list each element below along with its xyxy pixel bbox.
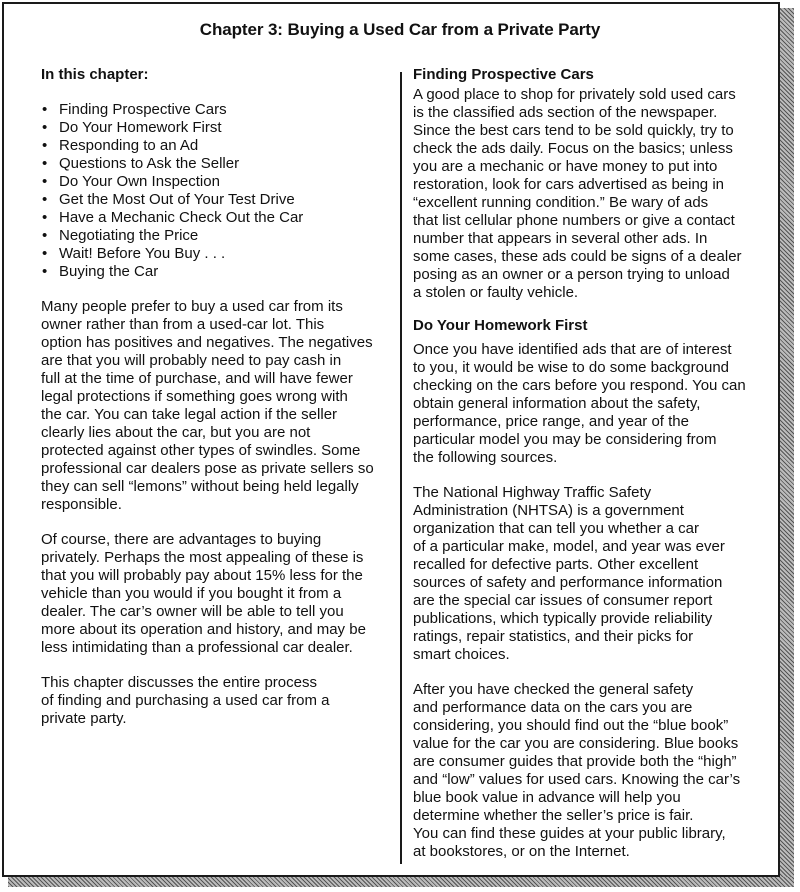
text-line: of a particular make, model, and year was ever [413,538,725,555]
toc-item-label: Do Your Homework First [59,119,222,136]
text-line: considering, you should find out the “blue book” [413,717,729,734]
text-line: sources of safety and performance information [413,574,723,591]
text-line: to you, it would be wise to do some background [413,359,730,376]
toc-item [41,137,391,155]
text-line: recalled for defective parts. Other excellent [413,556,699,573]
bullet-icon: • [42,245,48,262]
text-line: ratings, repair statistics, and their picks for [413,628,694,645]
text-line: private party. [41,710,127,727]
text-line: full at the time of purchase, and will have fewer [41,370,353,387]
right-column [413,66,765,861]
toc-item-label: Have a Mechanic Check Out the Car [59,209,304,226]
text-line: publications, which typically provide reliability [413,610,713,627]
text-line: the following sources. [413,449,558,466]
text-line: legal protections if something goes wrong with [41,388,348,405]
text-line: privately. Perhaps the most appealing of these is [41,549,364,566]
text-line: less intimidating than a professional car dealer. [41,639,353,656]
homework-paragraph-2 [413,484,765,664]
chapter-title: Chapter 3: Buying a Used Car from a Private Party [199,20,601,39]
toc-heading: In this chapter: [41,66,149,83]
toc-item [41,173,391,191]
homework-paragraph-1 [413,341,765,467]
toc-item [41,245,391,263]
toc-item-label: Negotiating the Price [59,227,199,244]
text-line: posing as an owner or a person trying to unload [413,266,730,283]
toc-item-label: Questions to Ask the Seller [59,155,240,172]
text-line: After you have checked the general safety [413,681,694,698]
text-line: owner rather than from a used-car lot. This [41,316,325,333]
text-line: dealer. The car’s owner will be able to tell you [41,603,344,620]
text-line: more about its operation and history, and may be [41,621,366,638]
column-divider [400,72,402,864]
text-line: responsible. [41,496,122,513]
text-line: performance, price range, and year of the [413,413,689,430]
bullet-icon: • [42,227,48,244]
bullet-icon: • [42,173,48,190]
page-shadow-right [780,8,794,883]
chapter-contents-list [41,101,391,281]
text-line: some cases, these ads could be signs of a dealer [413,248,742,265]
bullet-icon: • [42,119,48,136]
text-line: vehicle than you would if you bought it from a [41,585,342,602]
text-line: This chapter discusses the entire process [41,674,317,691]
text-line: obtain general information about the safety, [413,395,701,412]
text-line: Many people prefer to buy a used car from its [41,298,343,315]
page-shadow-bottom [8,877,794,887]
text-line: Of course, there are advantages to buying [41,531,322,548]
finding-cars-paragraph [413,86,765,302]
text-line: The National Highway Traffic Safety [413,484,652,501]
intro-paragraph-1 [41,298,391,514]
toc-item [41,263,391,281]
text-line: “excellent running condition.” Be wary of ads [413,194,709,211]
text-line: check the ads daily. Focus on the basics; unless [413,140,733,157]
text-line: protected against other types of swindles. Some [41,442,361,459]
text-line: checking on the cars before you respond. You can [413,377,746,394]
text-line: restoration, look for cars advertised as being in [413,176,724,193]
bullet-icon: • [42,137,48,154]
intro-paragraph-3 [41,674,391,728]
text-line: Once you have identified ads that are of interest [413,341,732,358]
text-line: number that appears in several other ads. In [413,230,708,247]
bullet-icon: • [42,155,48,172]
bullet-icon: • [42,263,48,280]
toc-item-label: Responding to an Ad [59,137,199,154]
text-line: and “low” values for used cars. Knowing the car’s [413,771,741,788]
text-line: that list cellular phone numbers or give a contact [413,212,735,229]
text-line: the car. You can take legal action if the seller [41,406,338,423]
text-line: that you will probably pay about 15% less for the [41,567,363,584]
text-line: are that you will probably need to pay cash in [41,352,342,369]
section-heading-finding-cars: Finding Prospective Cars [413,66,594,83]
text-line: a stolen or faulty vehicle. [413,284,579,301]
text-line: organization that can tell you whether a car [413,520,700,537]
text-line: are the special car issues of consumer report [413,592,713,609]
toc-item-label: Buying the Car [59,263,159,280]
text-line: smart choices. [413,646,510,663]
text-line: are consumer guides that provide both the “high” [413,753,737,770]
text-line: clearly lies about the car, but you are not [41,424,311,441]
text-line: and performance data on the cars you are [413,699,693,716]
left-column [41,66,391,728]
section-heading-homework: Do Your Homework First [413,317,588,334]
text-line: professional car dealers pose as private sellers so [41,460,374,477]
text-line: is the classified ads section of the newspaper. [413,104,718,121]
intro-paragraph-2 [41,531,391,657]
text-line: blue book value in advance will help you [413,789,681,806]
text-line: determine whether the seller’s price is fair. [413,807,694,824]
toc-item [41,101,391,119]
text-line: you are a mechanic or have money to put into [413,158,718,175]
text-line: option has positives and negatives. The negatives [41,334,373,351]
bullet-icon: • [42,191,48,208]
bullet-icon: • [42,101,48,118]
toc-item-label: Do Your Own Inspection [59,173,220,190]
text-line: particular model you may be considering from [413,431,717,448]
text-line: Administration (NHTSA) is a government [413,502,684,519]
text-line: they can sell “lemons” without being held legally [41,478,359,495]
text-line: Since the best cars tend to be sold quickly, try to [413,122,734,139]
text-line: of finding and purchasing a used car from a [41,692,330,709]
bullet-icon: • [42,209,48,226]
text-line: You can find these guides at your public library, [413,825,726,842]
text-line: value for the car you are considering. Blue books [413,735,739,752]
toc-item [41,119,391,137]
toc-item [41,191,391,209]
toc-item-label: Get the Most Out of Your Test Drive [59,191,295,208]
toc-item [41,155,391,173]
homework-paragraph-3 [413,681,765,861]
text-line: at bookstores, or on the Internet. [413,843,630,860]
toc-item [41,209,391,227]
text-line: A good place to shop for privately sold used cars [413,86,736,103]
toc-item-label: Wait! Before You Buy . . . [59,245,226,262]
toc-item [41,227,391,245]
toc-item-label: Finding Prospective Cars [59,101,227,118]
